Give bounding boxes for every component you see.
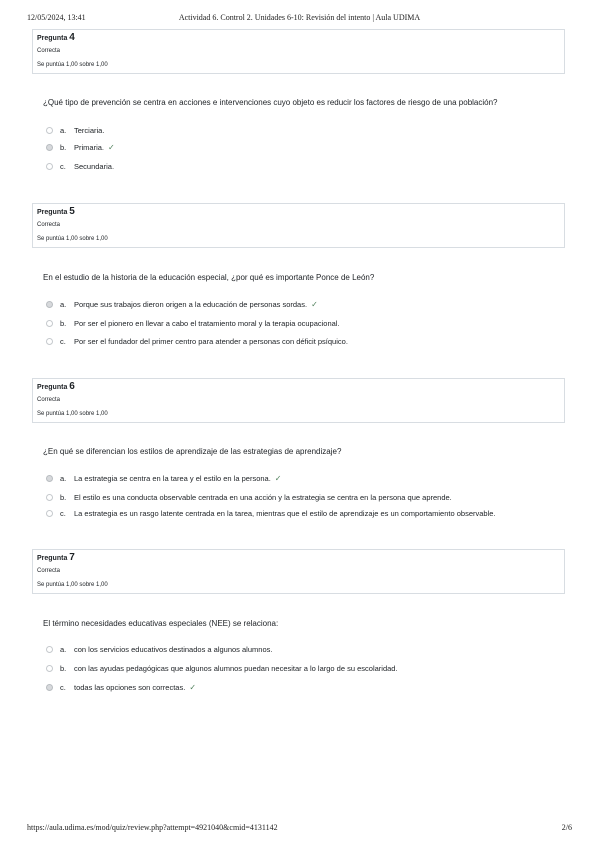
answer-option[interactable] [0,162,599,174]
question-number-value: 5 [69,206,75,217]
answer-label: Porque sus trabajos dieron origen a la educación de personas sordas. [74,300,308,309]
answer-label: El estilo es una conducta observable centrada en una acción y la estrategia se centra en la persona que aprende. [74,493,452,502]
question-label: Pregunta [37,384,68,391]
answer-option[interactable] [0,474,599,486]
answer-label: Terciaria. [74,126,105,135]
answer-label: Por ser el pionero en llevar a cabo el tratamiento moral y la terapia ocupacional. [74,319,340,328]
question-label: Pregunta [37,555,68,562]
question-grade: Se puntúa 1,00 sobre 1,00 [37,411,108,417]
answer-text [74,143,115,152]
answer-label: con las ayudas pedagógicas que algunos alumnos puedan necesitar a lo largo de su escolaridad. [74,664,398,673]
print-date: 12/05/2024, 13:41 [27,13,86,22]
radio-icon[interactable] [46,163,53,170]
answer-option[interactable] [0,645,599,657]
question-number-value: 4 [69,32,75,43]
answer-option[interactable] [0,683,599,695]
radio-checked-icon[interactable] [46,301,53,308]
radio-icon[interactable] [46,338,53,345]
radio-icon[interactable] [46,665,53,672]
answer-text [74,664,398,673]
answer-letter: b. [60,664,67,673]
answer-text [74,493,452,502]
radio-checked-icon[interactable] [46,475,53,482]
answer-letter: a. [60,300,67,309]
answer-text [74,126,104,135]
answer-option[interactable] [0,337,599,349]
radio-icon[interactable] [46,320,53,327]
question-text: ¿En qué se diferencian los estilos de aprendizaje de las estrategias de aprendizaje? [43,447,342,456]
question-info-box [32,378,565,423]
question-text: En el estudio de la historia de la educación especial, ¿por qué es importante Ponce de León? [43,273,375,282]
question-number [37,32,75,43]
radio-checked-icon[interactable] [46,684,53,691]
question-number-value: 7 [69,552,75,563]
answer-text [74,162,114,171]
correct-check-icon: ✓ [274,474,282,483]
answer-letter: a. [60,126,67,135]
answer-text [74,337,348,346]
answer-option[interactable] [0,126,599,138]
radio-checked-icon[interactable] [46,144,53,151]
radio-icon[interactable] [46,510,53,517]
question-text: ¿Qué tipo de prevención se centra en acciones e intervenciones cuyo objeto es reducir los factores de riesgo de una población? [43,98,498,107]
answer-letter: c. [60,683,66,692]
answer-label: Secundaria. [74,162,115,171]
radio-icon[interactable] [46,494,53,501]
question-label: Pregunta [37,35,68,42]
answer-letter: a. [60,645,67,654]
question-grade: Se puntúa 1,00 sobre 1,00 [37,62,108,68]
page-number: 2/6 [561,823,572,832]
answer-label: todas las opciones son correctas. [74,683,186,692]
answer-option[interactable] [0,143,599,155]
answer-text [74,300,318,309]
answer-option[interactable] [0,509,599,521]
print-header [0,13,599,25]
answer-text [74,509,496,518]
answer-text [74,683,196,692]
question-grade: Se puntúa 1,00 sobre 1,00 [37,582,108,588]
answer-letter: a. [60,474,67,483]
question-info-box [32,549,565,594]
print-url: https://aula.udima.es/mod/quiz/review.php?attempt=4921040&cmid=4131142 [27,823,278,832]
answer-text [74,319,340,328]
answer-letter: c. [60,162,66,171]
answer-option[interactable] [0,493,599,505]
question-number [37,552,75,563]
answer-label: Por ser el fundador del primer centro para atender a personas con déficit psíquico. [74,337,348,346]
answer-letter: c. [60,337,66,346]
answer-label: con los servicios educativos destinados a algunos alumnos. [74,645,273,654]
radio-icon[interactable] [46,127,53,134]
correct-check-icon: ✓ [108,143,115,152]
print-footer [0,823,599,835]
question-state: Correcta [37,48,61,54]
correct-check-icon: ✓ [189,683,197,692]
question-info-box [32,203,565,248]
answer-letter: b. [60,493,67,502]
answer-letter: b. [60,319,67,328]
answer-text [74,645,272,654]
answer-letter: b. [60,143,67,152]
print-page-title: Actividad 6. Control 2. Unidades 6-10: Revisión del intento | Aula UDIMA [178,13,421,22]
question-grade: Se puntúa 1,00 sobre 1,00 [37,236,108,242]
correct-check-icon: ✓ [311,300,318,309]
answer-text [74,474,282,483]
answer-option[interactable] [0,300,599,312]
question-label: Pregunta [37,209,68,216]
question-state: Correcta [37,222,61,228]
question-number [37,381,75,392]
answer-option[interactable] [0,319,599,331]
question-state: Correcta [37,568,61,574]
question-state: Correcta [37,397,61,403]
question-text: El término necesidades educativas especiales (NEE) se relaciona: [43,619,279,628]
radio-icon[interactable] [46,646,53,653]
answer-label: La estrategia se centra en la tarea y el estilo en la persona. [74,474,271,483]
answer-label: Primaria. [74,143,105,152]
answer-label: La estrategia es un rasgo latente centrada en la tarea, mientras que el estilo de aprendizaje es un comportamiento observable. [74,509,496,518]
question-info-box [32,29,565,74]
answer-option[interactable] [0,664,599,676]
question-number [37,206,75,217]
question-number-value: 6 [69,381,75,392]
answer-letter: c. [60,509,66,518]
